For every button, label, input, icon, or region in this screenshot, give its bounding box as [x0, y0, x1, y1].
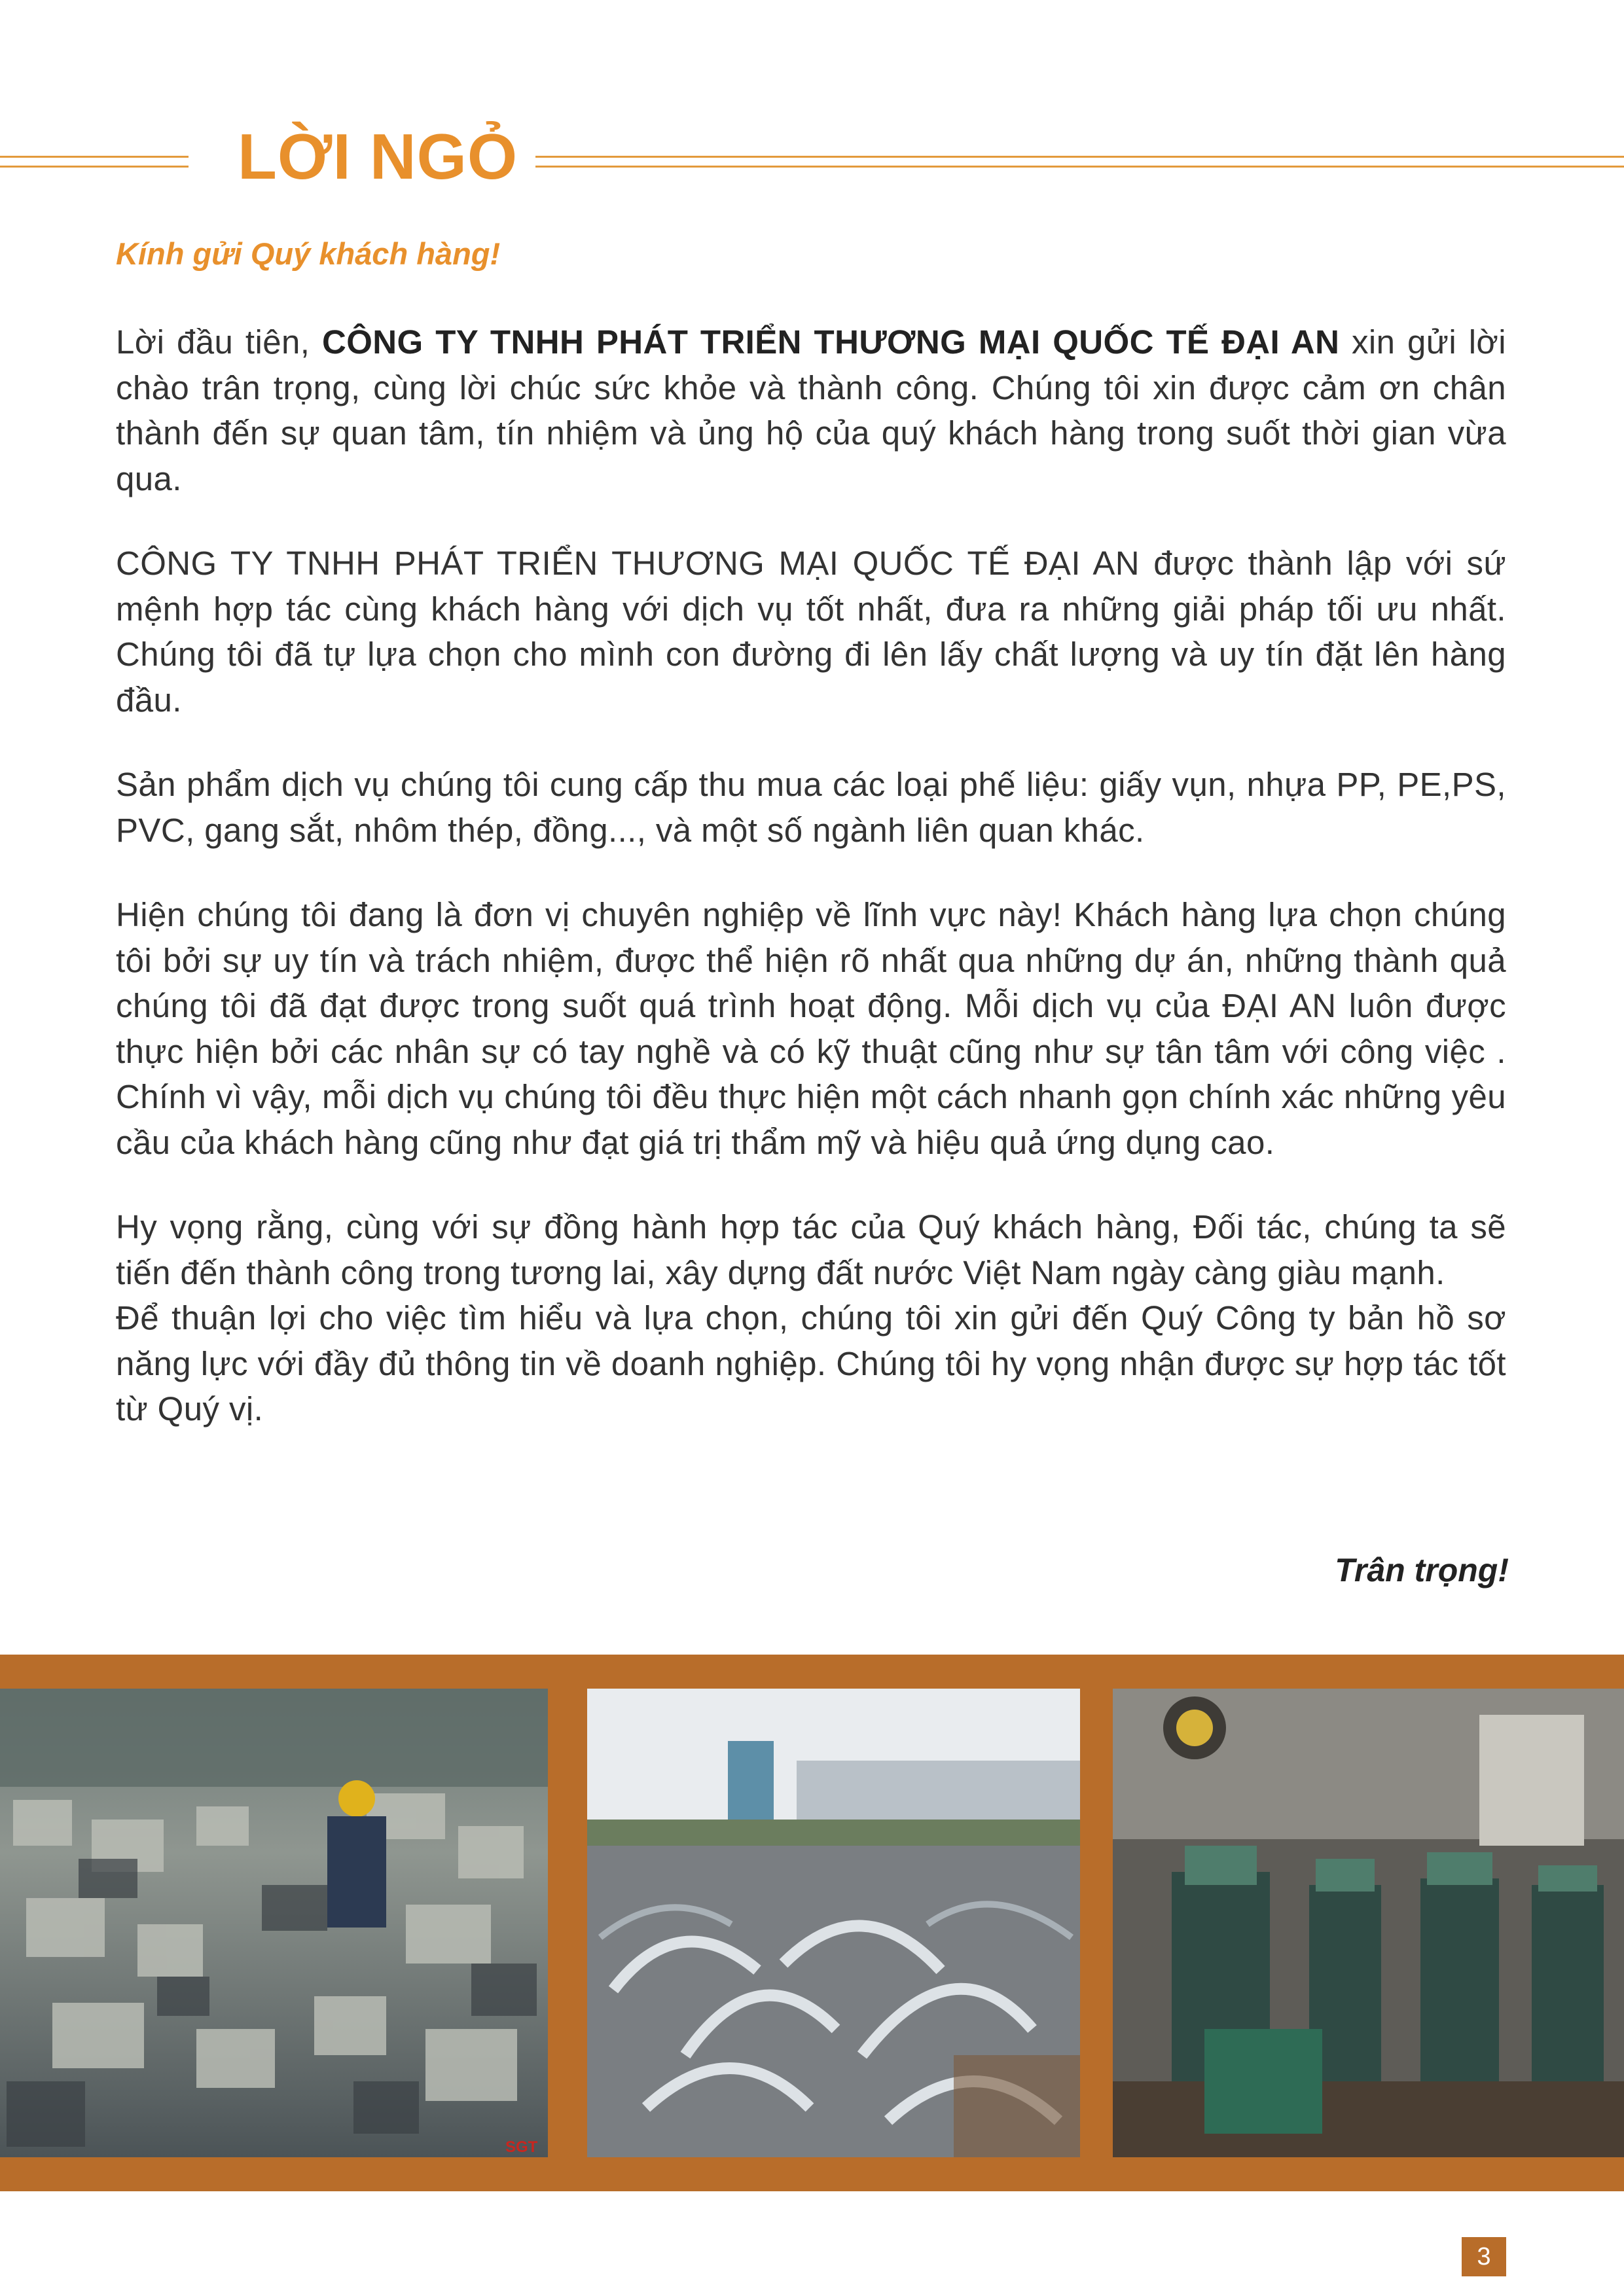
photo-machinery	[1113, 1689, 1624, 2157]
salutation: Kính gửi Quý khách hàng!	[116, 236, 501, 271]
letter-body	[116, 319, 1506, 1432]
paragraph-mission: CÔNG TY TNHH PHÁT TRIỂN THƯƠNG MẠI QUỐC TẾ ĐẠI AN được thành lập với sứ mệnh hợp tác cùng khách hàng với dịch vụ tốt nhất, đưa ra những giải pháp tối ưu nhất. Chúng tôi đã tự lựa chọn cho mình con đường đi lên lấy chất lượng và uy tín đặt lên hàng đầu.	[116, 545, 1506, 719]
company-name: CÔNG TY TNHH PHÁT TRIỂN THƯƠNG MẠI QUỐC TẾ ĐẠI AN	[321, 323, 1340, 361]
photo-metal-scrap	[587, 1689, 1080, 2157]
photo-electronic-scrap	[0, 1689, 548, 2157]
electronic-scrap-image	[0, 1689, 548, 2157]
metal-scrap-image	[587, 1689, 1080, 2157]
header-divider-right	[535, 156, 1624, 168]
photo-strip	[0, 1655, 1624, 2191]
machinery-image	[1113, 1689, 1624, 2157]
page-number: 3	[1462, 2237, 1506, 2276]
intro-text: Lời đầu tiên,	[116, 323, 310, 361]
signoff: Trân trọng!	[1335, 1552, 1509, 1588]
paragraph-intro	[116, 319, 1506, 501]
paragraph-profile: Để thuận lợi cho việc tìm hiểu và lựa chọn, chúng tôi xin gửi đến Quý Công ty bản hồ sơ năng lực với đầy đủ thông tin về doanh nghiệp. Chúng tôi hy vọng nhận được sự hợp tác tốt từ Quý vị.	[116, 1299, 1506, 1427]
intro-rest: xin gửi lời chào trân trọng, cùng lời chúc sức khỏe và thành công. Chúng tôi xin được cảm ơn chân thành đến sự quan tâm, tín nhiệm và ủng hộ của quý khách hàng trong suốt thời gian vừa qua.	[116, 323, 1506, 497]
header-divider-left	[0, 156, 189, 168]
paragraph-products: Sản phẩm dịch vụ chúng tôi cung cấp thu mua các loại phế liệu: giấy vụn, nhựa PP, PE,PS, PVC, gang sắt, nhôm thép, đồng..., và một số ngành liên quan khác.	[116, 766, 1506, 849]
paragraph-expertise: Hiện chúng tôi đang là đơn vị chuyên nghiệp về lĩnh vực này! Khách hàng lựa chọn chúng tôi bởi sự uy tín và trách nhiệm, được thể hiện rõ nhất qua những dự án, những thành quả chúng tôi đã đạt được trong suốt quá trình hoạt động. Mỗi dịch vụ của ĐẠI AN luôn được thực hiện bởi các nhân sự có tay nghề và có kỹ thuật cũng như sự tân tâm với công việc . Chính vì vậy, mỗi dịch vụ chúng tôi đều thực hiện một cách nhanh gọn chính xác những yêu cầu của khách hàng cũng như đạt giá trị thẩm mỹ và hiệu quả ứng dụng cao.	[116, 896, 1506, 1161]
page-title: LỜI NGỎ	[238, 120, 518, 192]
photo-watermark: SGT	[505, 2138, 538, 2156]
paragraph-hope: Hy vọng rằng, cùng với sự đồng hành hợp tác của Quý khách hàng, Đối tác, chúng ta sẽ tiến đến thành công trong tương lai, xây dựng đất nước Việt Nam ngày càng giàu mạnh.	[116, 1208, 1506, 1291]
